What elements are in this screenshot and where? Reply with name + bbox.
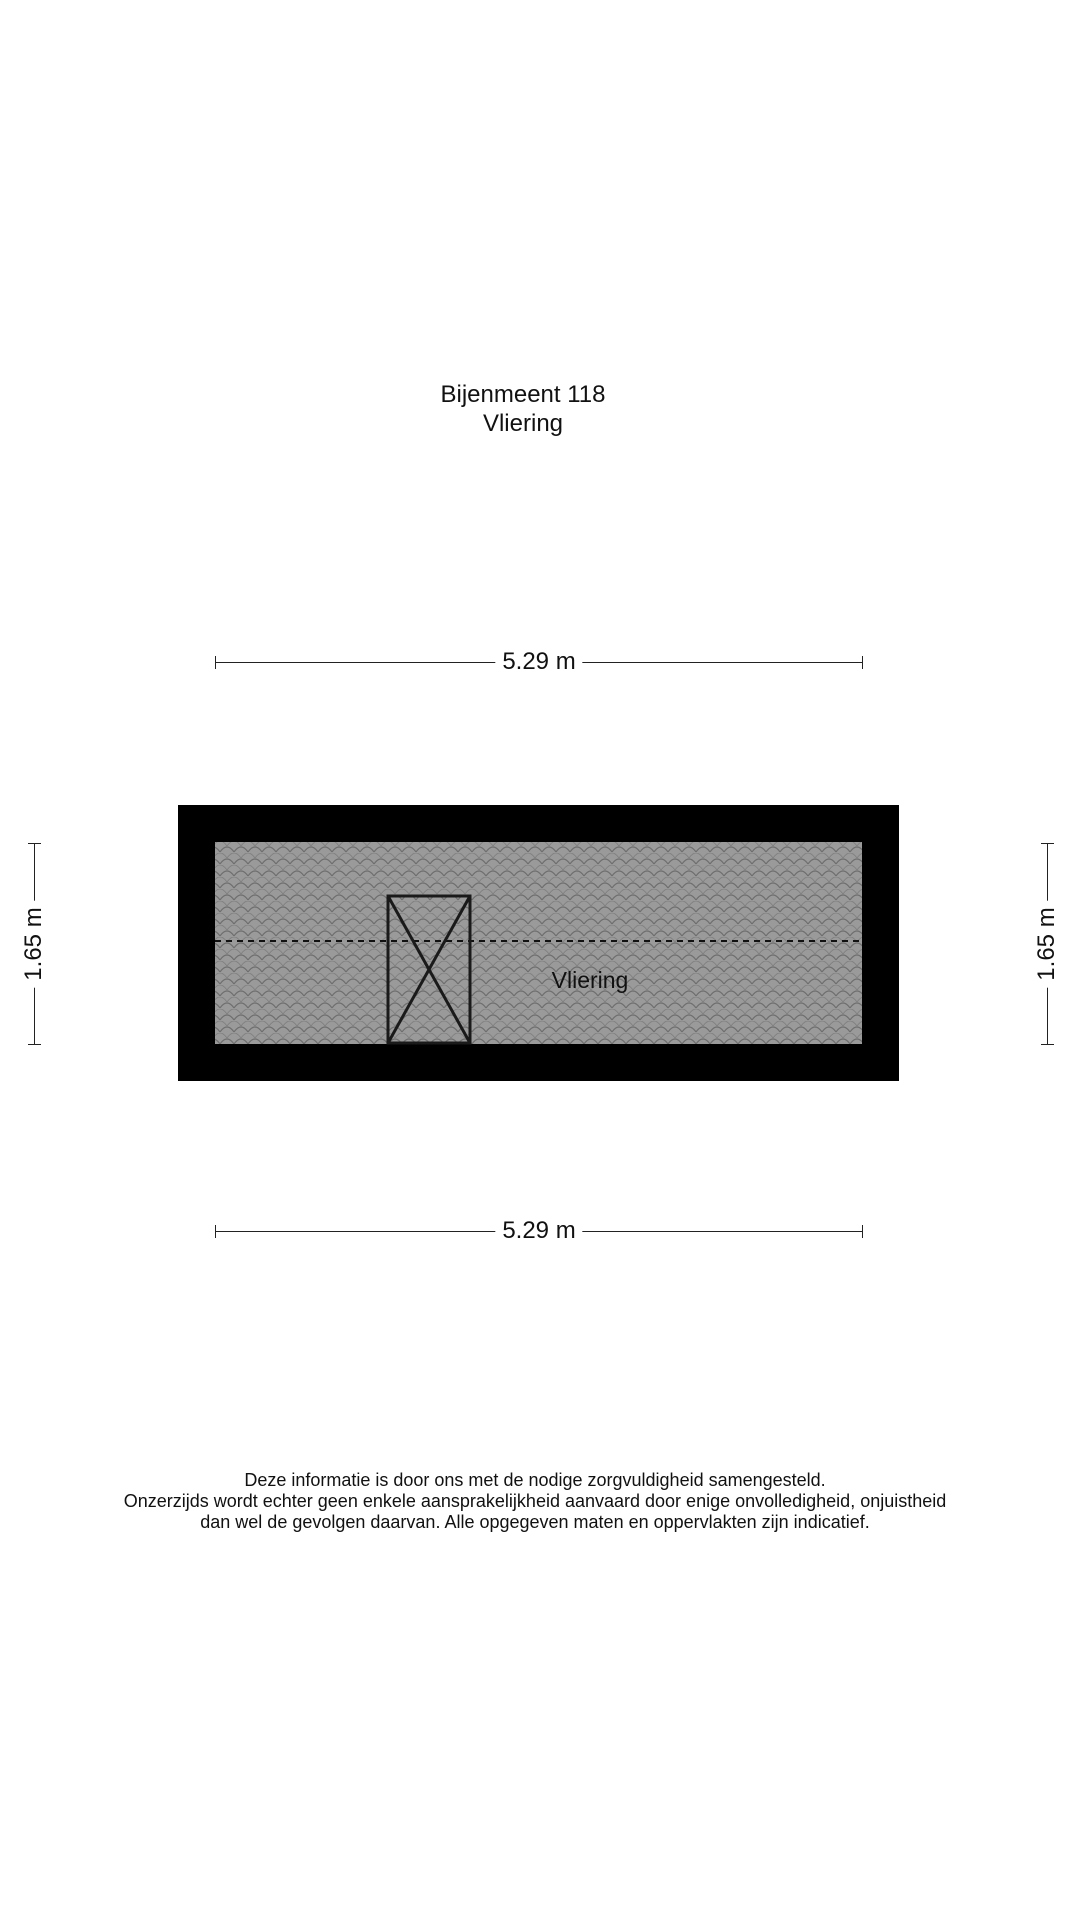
dimension-tick xyxy=(28,1044,41,1045)
right-height-dimension xyxy=(1032,843,1062,1045)
roof-tile-area xyxy=(215,842,862,1044)
top-width-label: 5.29 m xyxy=(495,647,582,677)
left-height-dimension xyxy=(19,843,49,1045)
dimension-tick xyxy=(215,656,216,669)
dimension-tick xyxy=(862,656,863,669)
disclaimer xyxy=(0,1470,1070,1533)
right-height-label: 1.65 m xyxy=(1032,900,1062,987)
dimension-tick xyxy=(215,1225,216,1238)
title-block xyxy=(0,380,1046,438)
left-height-label: 1.65 m xyxy=(19,900,49,987)
floorplan xyxy=(178,805,899,1081)
dimension-tick xyxy=(1041,1044,1054,1045)
bottom-width-label: 5.29 m xyxy=(495,1216,582,1246)
dimension-tick xyxy=(28,843,41,844)
bottom-width-dimension xyxy=(215,1216,863,1246)
dimension-tick xyxy=(862,1225,863,1238)
room-label: Vliering xyxy=(551,967,629,993)
disclaimer-line: Onzerzijds wordt echter geen enkele aansprakelijkheid aanvaard door enige onvolledigheid, onjuistheid xyxy=(123,1491,947,1511)
floor-title: Vliering xyxy=(482,410,564,437)
top-width-dimension xyxy=(215,647,863,677)
dimension-tick xyxy=(1041,843,1054,844)
disclaimer-line: Deze informatie is door ons met de nodige zorgvuldigheid samengesteld. xyxy=(244,1470,826,1490)
address-title: Bijenmeent 118 xyxy=(440,381,606,408)
disclaimer-line: dan wel de gevolgen daarvan. Alle opgegeven maten en oppervlakten zijn indicatief. xyxy=(200,1512,870,1532)
